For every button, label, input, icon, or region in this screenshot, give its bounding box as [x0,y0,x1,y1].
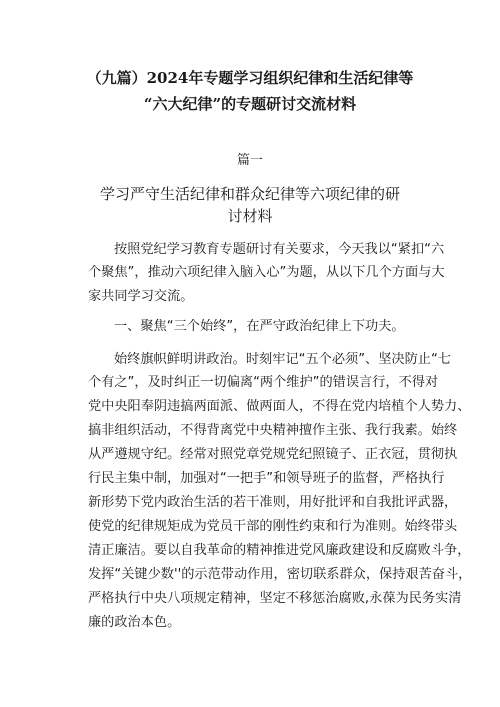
part-subtitle-line-2: 讨材料 [227,207,273,225]
section-paragraph-line: 搞非组织活动，不得背离党中央精神擅作主张、我行我素。始终 [88,423,458,438]
intro-paragraph-line: 按照党纪学习教育专题研讨有关要求，今天我以“紧扣“六 [114,242,445,257]
intro-paragraph-line: 个聚焦”，推动六项纪律入脑入心”为题，从以下几个方面与大 [88,265,445,280]
section-paragraph-line: 清正廉洁。要以自我革命的精神推进党风廉政建设和反腐败斗争， [88,543,471,558]
section-paragraph-line: 使党的纪律规矩成为党员干部的刚性约束和行为准则。始终带头 [88,519,458,534]
section-paragraph-line: 发挥“关键少数''的示范带动作用，密切联系群众，保持艰苦奋斗， [88,567,472,582]
section-paragraph-line: 廉的政治本色。 [88,615,181,630]
section-paragraph-line: 严格执行中央八项规定精神，坚定不移惩治腐败,永葆为民务实清 [88,591,462,606]
document-title-line-1: （九篇）2024年专题学习组织纪律和生活纪律等 [86,69,414,87]
section-paragraph-line: 行民主集中制，加强对“一把手”和领导班子的监督，严格执行 [88,471,445,486]
section-heading: 一、聚焦“三个始终”，在严守政治纪律上下功夫。 [114,319,405,334]
intro-paragraph-line: 家共同学习交流。 [88,289,194,304]
section-paragraph-line: 从严遵规守纪。经常对照党章党规党纪照镜子、正衣冠，贯彻执 [88,447,458,462]
section-paragraph-line: 始终旗帜鲜明讲政治。时刻牢记“五个必须”、坚决防止“七 [114,352,451,367]
document-title-line-2: “六大纪律”的专题研讨交流材料 [143,95,357,113]
part-label: 篇一 [236,153,263,168]
section-paragraph-line: 个有之”，及时纠正一切偏离“两个维护”的错误言行，不得对 [88,375,439,390]
part-subtitle-line-1: 学习严守生活纪律和群众纪律等六项纪律的研 [99,185,400,203]
section-paragraph-line: 新形势下党内政治生活的若干准则，用好批评和自我批评武器， [88,495,458,510]
section-paragraph-line: 党中央阳奉阴违搞两面派、做两面人，不得在党内培植个人势力、 [88,399,471,414]
